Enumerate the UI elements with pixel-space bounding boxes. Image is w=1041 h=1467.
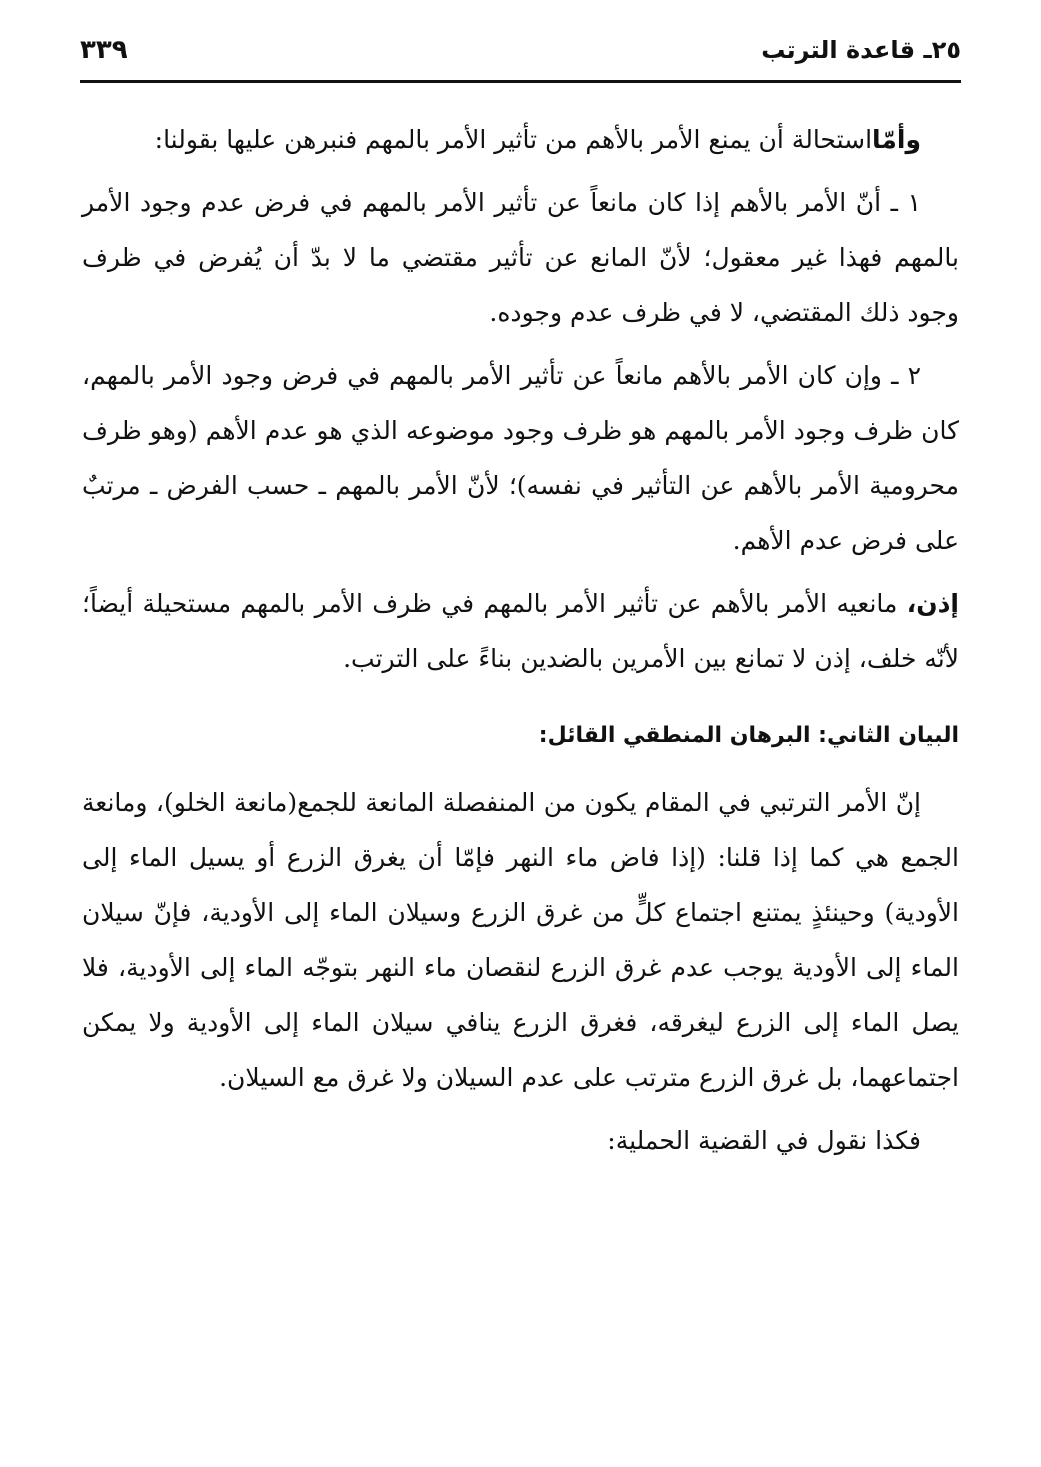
chapter-title: ٢٥ـ قاعدة الترتب bbox=[761, 36, 961, 64]
paragraph-4-text: مانعيه الأمر بالأهم عن تأثير الأمر بالمهم في ظرف الأمر بالمهم مستحيلة أيضاً؛ لأنّه خلف، إذن لا تمانع بين الأمرين بالضدين بناءً على الترتب. bbox=[82, 589, 959, 673]
paragraph-2: ١ ـ أنّ الأمر بالأهم إذا كان مانعاً عن تأثير الأمر بالمهم في فرض عدم وجود الأمر بالمهم فهذا غير معقول؛ لأنّ المانع عن تأثير مقتضي ما لا بدّ أن يُفرض في ظرف وجود ذلك المقتضي، لا في ظرف عدم وجوده. bbox=[82, 188, 959, 327]
section-heading: البيان الثاني: البرهان المنطقي القائل: bbox=[538, 723, 959, 748]
paragraph-1-text: استحالة أن يمنع الأمر بالأهم من تأثير الأمر بالمهم فنبرهن عليها بقولنا: bbox=[154, 125, 873, 154]
page-number: ٣٣٩ bbox=[80, 35, 128, 65]
running-header bbox=[80, 30, 961, 70]
paragraph-1 bbox=[82, 112, 959, 167]
paragraph-5: إنّ الأمر الترتبي في المقام يكون من المنفصلة المانعة للجمع(مانعة الخلو)، ومانعة الجمع هي كما إذا قلنا: (إذا فاض ماء النهر فإمّا أن يغرق الزرع أو يسيل الماء إلى الأودية) وحينئذٍ يمتنع اجتماع كلٍّ من غرق الزرع وسيلان الماء إلى الأودية، فإنّ سيلان الماء إلى الأودية يوجب عدم غرق الزرع لنقصان ماء النهر بتوجّه الماء إلى الأودية، فلا يصل الماء إلى الزرع ليغرقه، فغرق الزرع ينافي سيلان الماء إلى الأودية ولا يمكن اجتماعهما، بل غرق الزرع مترتب على عدم السيلان ولا غرق مع السيلان. bbox=[82, 788, 959, 1092]
paragraph-6: فكذا نقول في القضية الحملية: bbox=[607, 1126, 921, 1155]
paragraph-4-lead: إذن، bbox=[906, 589, 959, 618]
paragraph-4 bbox=[82, 576, 959, 686]
paragraph-3: ٢ ـ وإن كان الأمر بالأهم مانعاً عن تأثير الأمر بالمهم في فرض وجود الأمر بالمهم، كان ظرف وجود الأمر بالمهم هو ظرف وجود موضوعه الذي هو عدم الأهم (وهو ظرف محرومية الأمر بالأهم عن التأثير في نفسه)؛ لأنّ الأمر بالمهم ـ حسب الفرض ـ مرتبٌ على فرض عدم الأهم. bbox=[82, 361, 959, 555]
page-body bbox=[82, 112, 959, 1176]
header-rule bbox=[80, 80, 961, 83]
paragraph-1-lead: وأمّا bbox=[872, 125, 921, 154]
